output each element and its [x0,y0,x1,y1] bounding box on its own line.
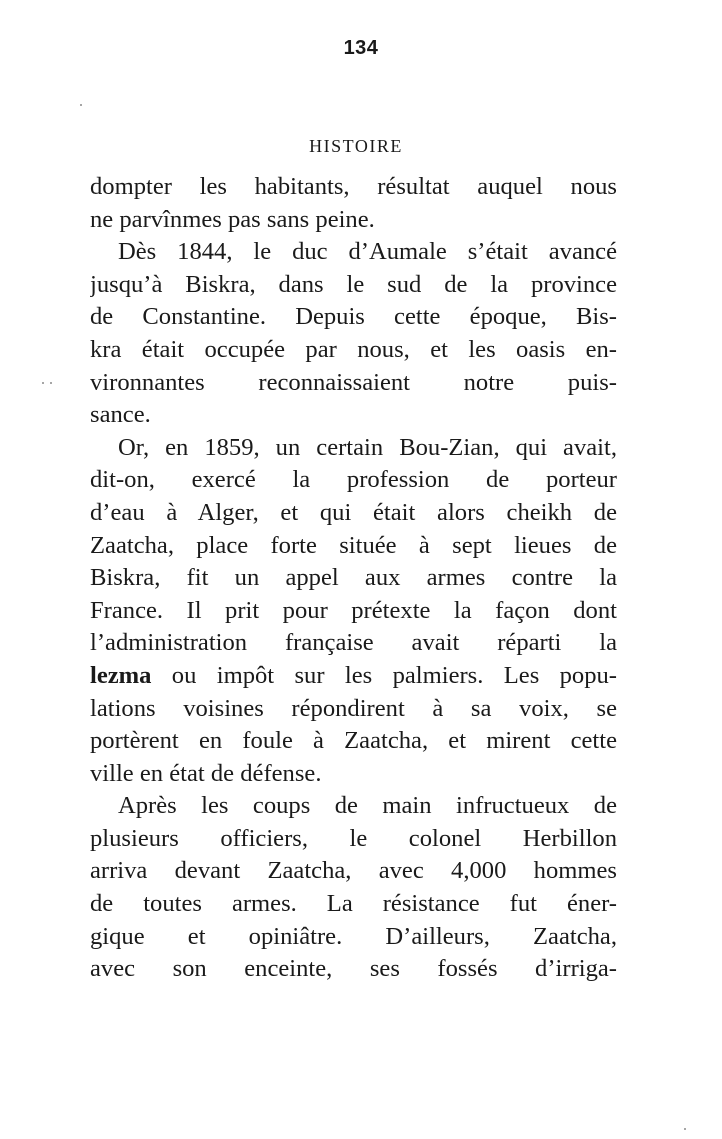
text-line: de Constantine. Depuis cette époque, Bis- [90,303,617,331]
text-line: dit-on, exercé la profession de porteur [90,466,617,494]
body-text [90,171,617,986]
text-line: jusqu’à Biskra, dans le sud de la province [90,270,617,298]
text-line: Après les coups de main infructueux de [118,792,617,820]
text-line: ville en état de défense. [90,759,322,787]
text-line: vironnantes reconnaissaient notre puis- [90,368,617,396]
text-line: lations voisines répondirent à sa voix, se [90,694,617,722]
scan-speck [684,1128,686,1130]
text-line: portèrent en foule à Zaatcha, et mirent cette [90,727,617,755]
running-head: HISTOIRE [309,136,403,156]
page-number: 134 [343,37,379,59]
text-line: Dès 1844, le duc d’Aumale s’était avancé [118,238,617,266]
text-line: l’administration française avait réparti la [90,629,617,657]
scan-speck [50,382,52,384]
text-line: Or, en 1859, un certain Bou-Zian, qui avait, [118,433,617,461]
text-line: France. Il prit pour prétexte la façon dont [90,596,617,624]
scan-speck [80,104,82,106]
text-line: gique et opiniâtre. D’ailleurs, Zaatcha, [90,922,617,950]
text-line: d’eau à Alger, et qui était alors cheikh de [90,498,617,526]
text-line: ne parvînmes pas sans peine. [90,205,375,233]
text-line: avec son enceinte, ses fossés d’irriga- [90,955,617,983]
text-line: kra était occupée par nous, et les oasis en- [90,335,617,363]
text-line: sance. [90,401,151,429]
text-line: plusieurs officiers, le colonel Herbillon [90,824,617,852]
text-line: arriva devant Zaatcha, avec 4,000 hommes [90,857,617,885]
text-line: Zaatcha, place forte située à sept lieues de [90,531,617,559]
text-line-rest: ou impôt sur les palmiers. Les popu- [151,661,617,689]
text-line: Biskra, fit un appel aux armes contre la [90,564,617,592]
bold-term: lezma [90,661,152,689]
text-line: de toutes armes. La résistance fut éner- [90,890,617,918]
text-line [90,660,617,693]
text-line: dompter les habitants, résultat auquel nous [90,173,617,200]
scan-speck [42,382,44,384]
